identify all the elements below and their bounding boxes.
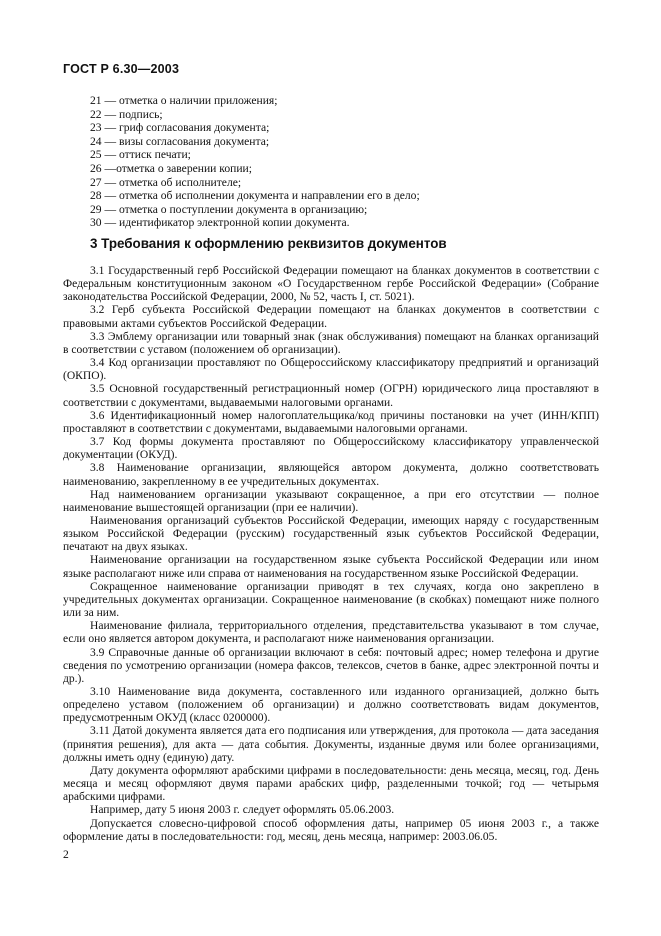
paragraph: Над наименованием организации указывают сокращенное, а при его отсутствии — полное наименование вышестоящей организации (при ее наличии).: [63, 488, 599, 514]
section-heading: 3 Требования к оформлению реквизитов документов: [90, 236, 447, 251]
paragraph: 3.8 Наименование организации, являющейся автором документа, должно соответствовать наименованию, закрепленному в ее учредительных документах.: [63, 462, 599, 488]
page-number: 2: [63, 848, 69, 861]
list-item: 22 — подпись;: [90, 107, 163, 121]
list-item: 24 — визы согласования документа;: [90, 134, 270, 148]
paragraph: 3.7 Код формы документа проставляют по Общероссийскому классификатору управленческой документации (ОКУД).: [63, 436, 599, 462]
paragraph: Наименование организации на государственном языке субъекта Российской Федерации или ином языке располагают ниже или справа от наименования на государственном языке Российской Федерации.: [63, 554, 599, 580]
paragraph: Дату документа оформляют арабскими цифрами в последовательности: день месяца, месяц, год. День месяца и месяц оформляют двумя парами арабских цифр, разделенными точкой; год — четырьмя арабскими цифрами.: [63, 764, 599, 804]
requisites-list: [90, 94, 610, 230]
paragraph: 3.1 Государственный герб Российской Федерации помещают на бланках документов в соответствии с Федеральным конституционным законом «О Государственном гербе Российской Федерации» (Собрание законодательства Российской Федерации, 2000, № 52, часть I, ст. 5021).: [63, 265, 599, 304]
paragraph: Например, дату 5 июня 2003 г. следует оформлять 05.06.2003.: [90, 804, 395, 817]
paragraph: Наименование филиала, территориального отделения, представительства указывают в том случае, если оно является автором документа, и располагают ниже наименования организации.: [63, 620, 599, 646]
paragraph: 3.9 Справочные данные об организации включают в себя: почтовый адрес; номер телефона и другие сведения по усмотрению организации (номера факсов, телексов, счетов в банке, адрес электронной почты и др.).: [63, 646, 599, 685]
paragraph: 3.6 Идентификационный номер налогоплательщика/код причины постановки на учет (ИНН/КПП) проставляют в соответствии с документами, выдаваемыми налоговыми органами.: [63, 409, 599, 435]
list-item: 30 — идентификатор электронной копии документа.: [90, 216, 350, 230]
paragraph: Сокращенное наименование организации приводят в тех случаях, когда оно закреплено в учредительных документах организации. Сокращенное наименование (в скобках) помещают ниже полного или за ним.: [63, 580, 599, 620]
paragraph: Наименования организаций субъектов Российской Федерации, имеющих наряду с государственным языком Российской Федерации (русским) государственный язык субъектов Российской Федерации, печатают на двух языках.: [63, 514, 599, 554]
list-item: 28 — отметка об исполнении документа и направлении его в дело;: [90, 189, 420, 203]
paragraph: Допускается словесно-цифровой способ оформления даты, например 05 июня 2003 г., а также оформление даты в последовательности: год, месяц, день месяца, например: 2003.06.05.: [63, 817, 599, 843]
paragraph: 3.2 Герб субъекта Российской Федерации помещают на бланках документов в соответствии с правовыми актами субъектов Российской Федерации.: [63, 304, 599, 330]
list-item: 27 — отметка об исполнителе;: [90, 175, 242, 189]
list-item: 25 — оттиск печати;: [90, 148, 191, 162]
paragraph: 3.3 Эмблему организации или товарный знак (знак обслуживания) помещают на бланках организаций в соответствии с уставом (положением об организации).: [63, 330, 599, 356]
list-item: 21 — отметка о наличии приложения;: [90, 94, 278, 107]
paragraph: 3.11 Датой документа является дата его подписания или утверждения, для протокола — дата заседания (принятия решения), для акта — дата события. Документы, изданные двумя или более организациями, должны иметь одну (единую) дату.: [63, 725, 599, 764]
list-item: 23 — гриф согласования документа;: [90, 121, 270, 135]
list-item: 29 — отметка о поступлении документа в организацию;: [90, 202, 368, 216]
document-header-code: ГОСТ Р 6.30—2003: [63, 62, 180, 76]
paragraph: 3.4 Код организации проставляют по Общероссийскому классификатору предприятий и организаций (ОКПО).: [63, 357, 599, 383]
paragraph: 3.10 Наименование вида документа, составленного или изданного организацией, должно быть определено уставом (положением об организации) и должно соответствовать видам документов, предусмотренным ОКУД (класс 0200000).: [63, 686, 599, 725]
list-item: 26 —отметка о заверении копии;: [90, 161, 252, 175]
section-body: [63, 265, 599, 844]
paragraph: 3.5 Основной государственный регистрационный номер (ОГРН) юридического лица проставляют в соответствии с документами, выдаваемыми налоговыми органами.: [63, 383, 599, 409]
